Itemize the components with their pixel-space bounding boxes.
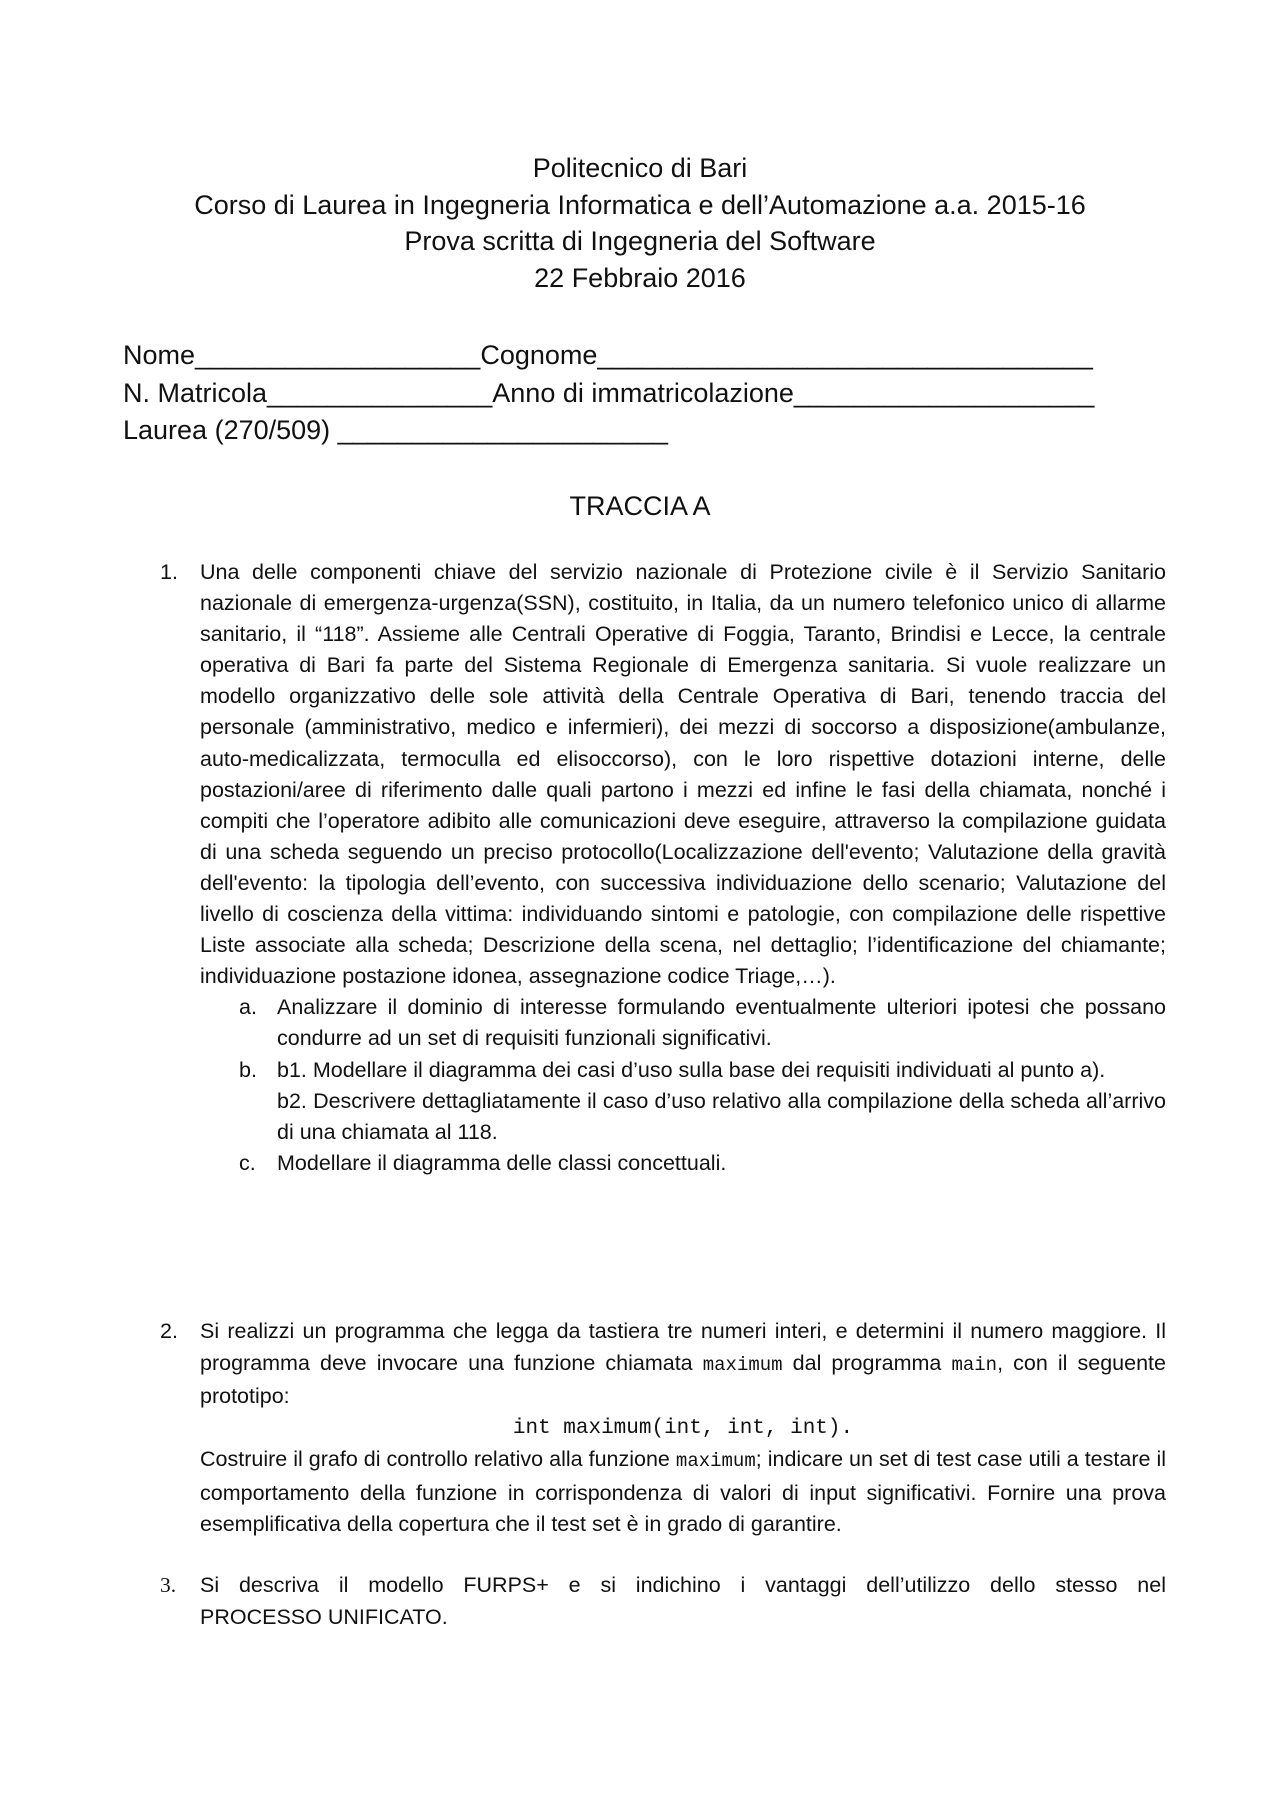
- question-text: Si descriva il modello FURPS+ e si indichino i vantaggi dell’utilizzo dello stesso nel: [200, 1573, 1166, 1597]
- document-header: [0, 150, 1280, 296]
- question-text: Una delle componenti chiave del servizio nazionale di Protezione civile è il Servizio Sanitario nazionale di emergenza-urgenza(SSN), costituito, in Italia, da un numero telefonico unico di allarme sanitario, il “118”. Assieme alle Centrali Operative di Foggia, Taranto, Brindisi e Lecce, la centrale operativa di Bari fa parte del Sistema Regionale di Emergenza sanitaria. Si vuole realizzare un modello organizzativo delle sole attività della Centrale Operativa di Bari, tenendo traccia del personale (amministrativo, medico e infermieri), dei mezzi di soccorso a disposizione(ambulanze, auto-medicalizzata, termoculla ed elisoccorso), con le loro rispettive dotazioni interne, delle postazioni/aree di riferimento dalle quali partono i mezzi ed infine le fasi della chiamata, nonché i compiti che l’operatore adibito alle comunicazioni deve eseguire, attraverso la compilazione guidata di una scheda seguendo un preciso protocollo(Localizzazione dell'evento; Valutazione della gravità dell'evento: la tipologia dell’evento, con successiva individuazione dello scenario; Valutazione del livello di coscienza della vittima: individuando sintomi e patologie, con compilazione delle rispettive Liste associate alla scheda; Descrizione della scena, nel dettaglio; l’identificazione del chiamante; individuazione postazione idonea, assegnazione codice Triage,…).: [200, 560, 1166, 989]
- question-1: [160, 557, 1166, 1179]
- subpoint-c: [239, 1148, 1166, 1179]
- question-2: [160, 1316, 1166, 1541]
- name-surname-field: Nome___________________Cognome_________________________________: [123, 340, 1093, 370]
- question-text: [200, 1316, 1166, 1413]
- text-part: Costruire il grafo di controllo relativo alla funzione: [200, 1447, 670, 1471]
- subpoint-text: Analizzare il dominio di interesse formulando eventualmente ulteriori ipotesi che possano condurre ad un set di requisiti funzionali significativi.: [277, 995, 1166, 1051]
- subpoint-a: [239, 992, 1166, 1054]
- subpoint-text: Modellare il diagramma delle classi concettuali.: [277, 1150, 727, 1175]
- text-part: dal programma: [792, 1350, 942, 1375]
- subpoint-label: a.: [239, 995, 257, 1020]
- student-fields: [123, 337, 1183, 450]
- function-prototype: int maximum(int, int, int).: [512, 1416, 854, 1440]
- function-name: maximum: [675, 1450, 756, 1472]
- subpoint-b: [239, 1055, 1166, 1148]
- exam-date: 22 Febbraio 2016: [534, 262, 746, 293]
- exam-title: Prova scritta di Ingegneria del Software: [404, 226, 876, 256]
- subpoint-label: b.: [239, 1057, 257, 1082]
- text-part: ; indicare un set di test case utili a testare il comportamento della funzione in corrispondenza di valori di input significativi. Fornire una prova esemplificativa della copertura che il test set è in grado di garantire.: [200, 1447, 1166, 1536]
- question-text: PROCESSO UNIFICATO.: [200, 1604, 448, 1629]
- matricola-year-field: N. Matricola_______________Anno di immatricolazione____________________: [123, 377, 1095, 408]
- text-part: Si realizzi un programma che legga da tastiera tre numeri interi, e determini il numero maggiore. Il programma deve invocare una funzione chiamata: [200, 1319, 1166, 1375]
- question-text: [200, 1444, 1166, 1541]
- subpoint-b2-text: b2. Descrivere dettagliatamente il caso d’uso relativo alla compilazione della scheda all’arrivo di una chiamata al 118.: [277, 1088, 1166, 1144]
- question-number: 3.: [160, 1573, 177, 1597]
- question-3: [160, 1570, 1166, 1633]
- subpoint-label: c.: [239, 1150, 256, 1175]
- text-part: , con il seguente prototipo:: [200, 1350, 1166, 1408]
- laurea-field: Laurea (270/509) ______________________: [123, 415, 669, 445]
- question-number: 1.: [160, 560, 178, 584]
- traccia-title: TRACCIA A: [569, 491, 711, 521]
- function-name: maximum: [702, 1353, 783, 1376]
- institution-title: Politecnico di Bari: [532, 153, 748, 183]
- subpoint-b1-text: b1. Modellare il diagramma dei casi d’uso sulla base dei requisiti individuati al punto a).: [277, 1057, 1106, 1082]
- main-name: main: [951, 1353, 998, 1376]
- question-number: 2.: [160, 1319, 178, 1343]
- course-title: Corso di Laurea in Ingegneria Informatica e dell’Automazione a.a. 2015-16: [194, 189, 1086, 220]
